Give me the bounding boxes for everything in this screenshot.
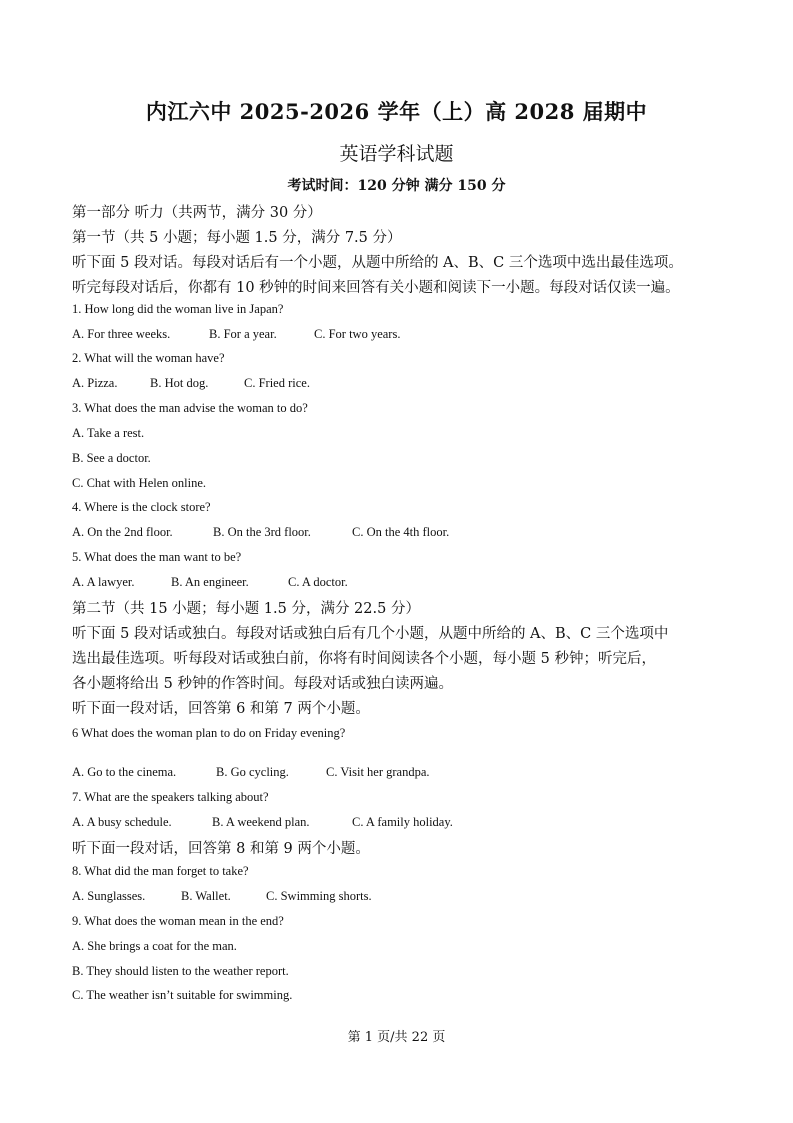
option-a: A. For three weeks. (72, 327, 171, 341)
options-row (72, 815, 453, 830)
option-c: C. On the 4th floor. (352, 525, 450, 539)
exam-info: 考试时间：120 分钟 满分 150 分 (287, 178, 506, 194)
question-9: 9. What does the woman mean in the end? (72, 914, 284, 928)
option-a: A. Sunglasses. (72, 889, 146, 903)
option-b: B. An engineer. (171, 575, 249, 589)
option-a: A. Take a rest. (72, 426, 145, 440)
option-b: B. They should listen to the weather report. (72, 964, 289, 978)
group-instruction-6-7: 听下面一段对话，回答第 6 和第 7 两个小题。 (72, 701, 370, 717)
options-row (72, 525, 449, 540)
section2-heading: 第二节（共 15 小题；每小题 1.5 分，满分 22.5 分） (72, 601, 420, 617)
section1-instructions-line2: 听完每段对话后，你都有 10 秒钟的时间来回答有关小题和阅读下一小题。每段对话仅读一遍。 (72, 280, 680, 296)
question-6: 6 What does the woman plan to do on Friday evening? (72, 726, 346, 740)
option-c: C. Fried rice. (244, 376, 310, 390)
option-a: A. She brings a coat for the man. (72, 939, 237, 953)
option-a: A. A busy schedule. (72, 815, 172, 829)
question-7: 7. What are the speakers talking about? (72, 790, 269, 804)
option-b: B. Go cycling. (216, 765, 289, 779)
question-2: 2. What will the woman have? (72, 351, 225, 365)
exam-subtitle: 英语学科试题 (339, 143, 454, 165)
option-b: B. For a year. (209, 327, 277, 341)
section2-instructions-line2: 选出最佳选项。听每段对话或独白前，你将有时间阅读各个小题，每小题 5 秒钟；听完后， (72, 651, 656, 667)
option-b: B. Wallet. (181, 889, 231, 903)
option-a: A. A lawyer. (72, 575, 135, 589)
option-a: A. Pizza. (72, 376, 118, 390)
option-b: B. Hot dog. (150, 376, 209, 390)
part1-heading: 第一部分 听力（共两节，满分 30 分） (72, 205, 322, 221)
option-b: B. On the 3rd floor. (213, 525, 311, 539)
option-c: C. A family holiday. (352, 815, 453, 829)
options-row (72, 889, 372, 904)
option-c: C. Chat with Helen online. (72, 476, 207, 490)
option-c: C. For two years. (314, 327, 401, 341)
group-instruction-8-9: 听下面一段对话，回答第 8 和第 9 两个小题。 (72, 841, 370, 857)
options-row (72, 765, 430, 780)
question-1: 1. How long did the woman live in Japan? (72, 302, 284, 316)
option-a: A. Go to the cinema. (72, 765, 177, 779)
option-b: B. See a doctor. (72, 451, 151, 465)
options-row (72, 327, 400, 342)
section2-instructions-line3: 各小题将给出 5 秒钟的作答时间。每段对话或独白读两遍。 (72, 676, 453, 692)
option-b: B. A weekend plan. (212, 815, 310, 829)
page-number: 第 1 页/共 22 页 (347, 1030, 446, 1045)
options-row (72, 575, 348, 590)
question-5: 5. What does the man want to be? (72, 550, 242, 564)
option-a: A. On the 2nd floor. (72, 525, 173, 539)
exam-title: 内江六中 2025-2026 学年（上）高 2028 届期中 (145, 99, 648, 124)
question-3: 3. What does the man advise the woman to do? (72, 401, 308, 415)
question-8: 8. What did the man forget to take? (72, 864, 249, 878)
option-c: C. A doctor. (288, 575, 348, 589)
section1-heading: 第一节（共 5 小题；每小题 1.5 分，满分 7.5 分） (72, 230, 402, 246)
section2-instructions-line1: 听下面 5 段对话或独白。每段对话或独白后有几个小题，从题中所给的 A、B、C 三个选项中 (72, 626, 669, 642)
option-c: C. Swimming shorts. (266, 889, 372, 903)
section1-instructions-line1: 听下面 5 段对话。每段对话后有一个小题，从题中所给的 A、B、C 三个选项中选出最佳选项。 (72, 255, 683, 271)
question-4: 4. Where is the clock store? (72, 500, 211, 514)
option-c: C. The weather isn’t suitable for swimming. (72, 988, 293, 1002)
options-row (72, 376, 310, 391)
option-c: C. Visit her grandpa. (326, 765, 430, 779)
